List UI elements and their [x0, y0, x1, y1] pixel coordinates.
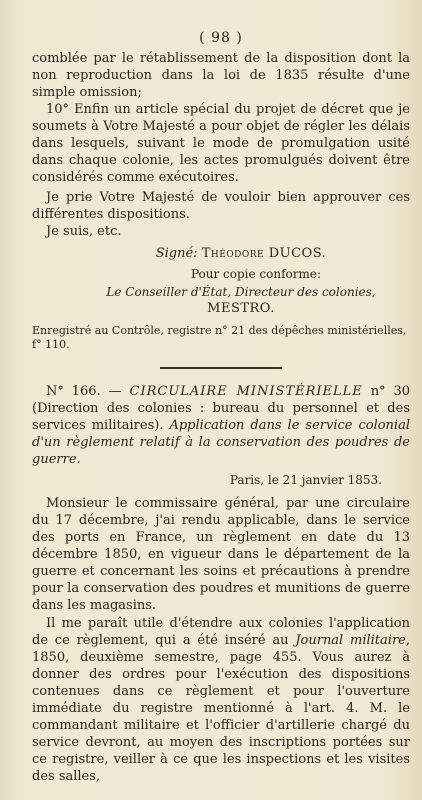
body-text-segment: , 1850, deuxième semestre, page 455. Vous aurez à donner des ordres pour l'exécution des dispositions contenues dans ce règlement et pour l'ouverture immédiate du registre mentionné à l'art. 4. M. le commandant militaire et l'officier d'artillerie chargé du service devront, au moyen des inscriptions portées sur ce registre, veiller à ce que les inspections et les visites des salles,: [32, 633, 410, 784]
signature-name: Théodore DUCOS.: [201, 246, 327, 261]
copy-conforme-line: Pour copie conforme:: [190, 267, 322, 281]
page-number: ( 98 ): [199, 30, 243, 46]
circular-direction: (Direction des colonies : bureau du personnel et des services militaires).: [32, 401, 410, 433]
circular-no: n° 30: [370, 384, 410, 399]
circular-number: N° 166. —: [46, 384, 122, 399]
paragraph: Je suis, etc.: [46, 224, 122, 239]
journal-title: Journal militaire: [295, 633, 406, 648]
dateline: Paris, le 21 janvier 1853.: [229, 473, 382, 487]
paragraph: comblée par le rétablissement de la disposition dont la non reproduction dans la loi de 1835 résulte d'une simple omission;: [32, 51, 410, 100]
registration-note: Enregistré au Contrôle, registre n° 21 des dépêches ministérielles, f° 110.: [32, 324, 407, 351]
body-text-segment: Il me paraît utile d'étendre aux colonies l'application de ce règlement, qui a été inséré au: [32, 616, 410, 648]
circular-title: CIRCULAIRE MINISTÉRIELLE: [129, 384, 363, 399]
circular-heading: [32, 383, 410, 468]
official-name: MESTRO.: [207, 301, 275, 316]
circular-subject: Application dans le service colonial d'un règlement relatif à la conservation des poudres de guerre.: [32, 418, 410, 467]
official-title: Le Conseiller d'État, Directeur des colonies,: [106, 285, 376, 299]
signature-label: Signé:: [155, 246, 198, 261]
signature-line: [32, 246, 410, 261]
section-divider: [160, 367, 282, 369]
letter-body: [32, 495, 410, 785]
paragraph: 10° Enfin un article spécial du projet de décret que je soumets à Votre Majesté a pour objet de régler les délais dans lesquels, suivant le mode de promulgation usité dans chaque colonie, les actes promulgués doivent être considérés comme exécutoires.: [32, 102, 410, 185]
body-paragraph: Monsieur le commissaire général, par une circulaire du 17 décembre, j'ai rendu applicable, dans le service des ports en France, un règlement en date du 13 décembre 1850, en vigueur dans le département de la guerre et concernant les soins et précautions à prendre pour la conservation des poudres et munitions de guerre dans les magasins.: [32, 496, 410, 613]
paragraph: Je prie Votre Majesté de vouloir bien approuver ces différentes dispositions.: [32, 190, 410, 222]
body-paragraph: [32, 615, 410, 785]
